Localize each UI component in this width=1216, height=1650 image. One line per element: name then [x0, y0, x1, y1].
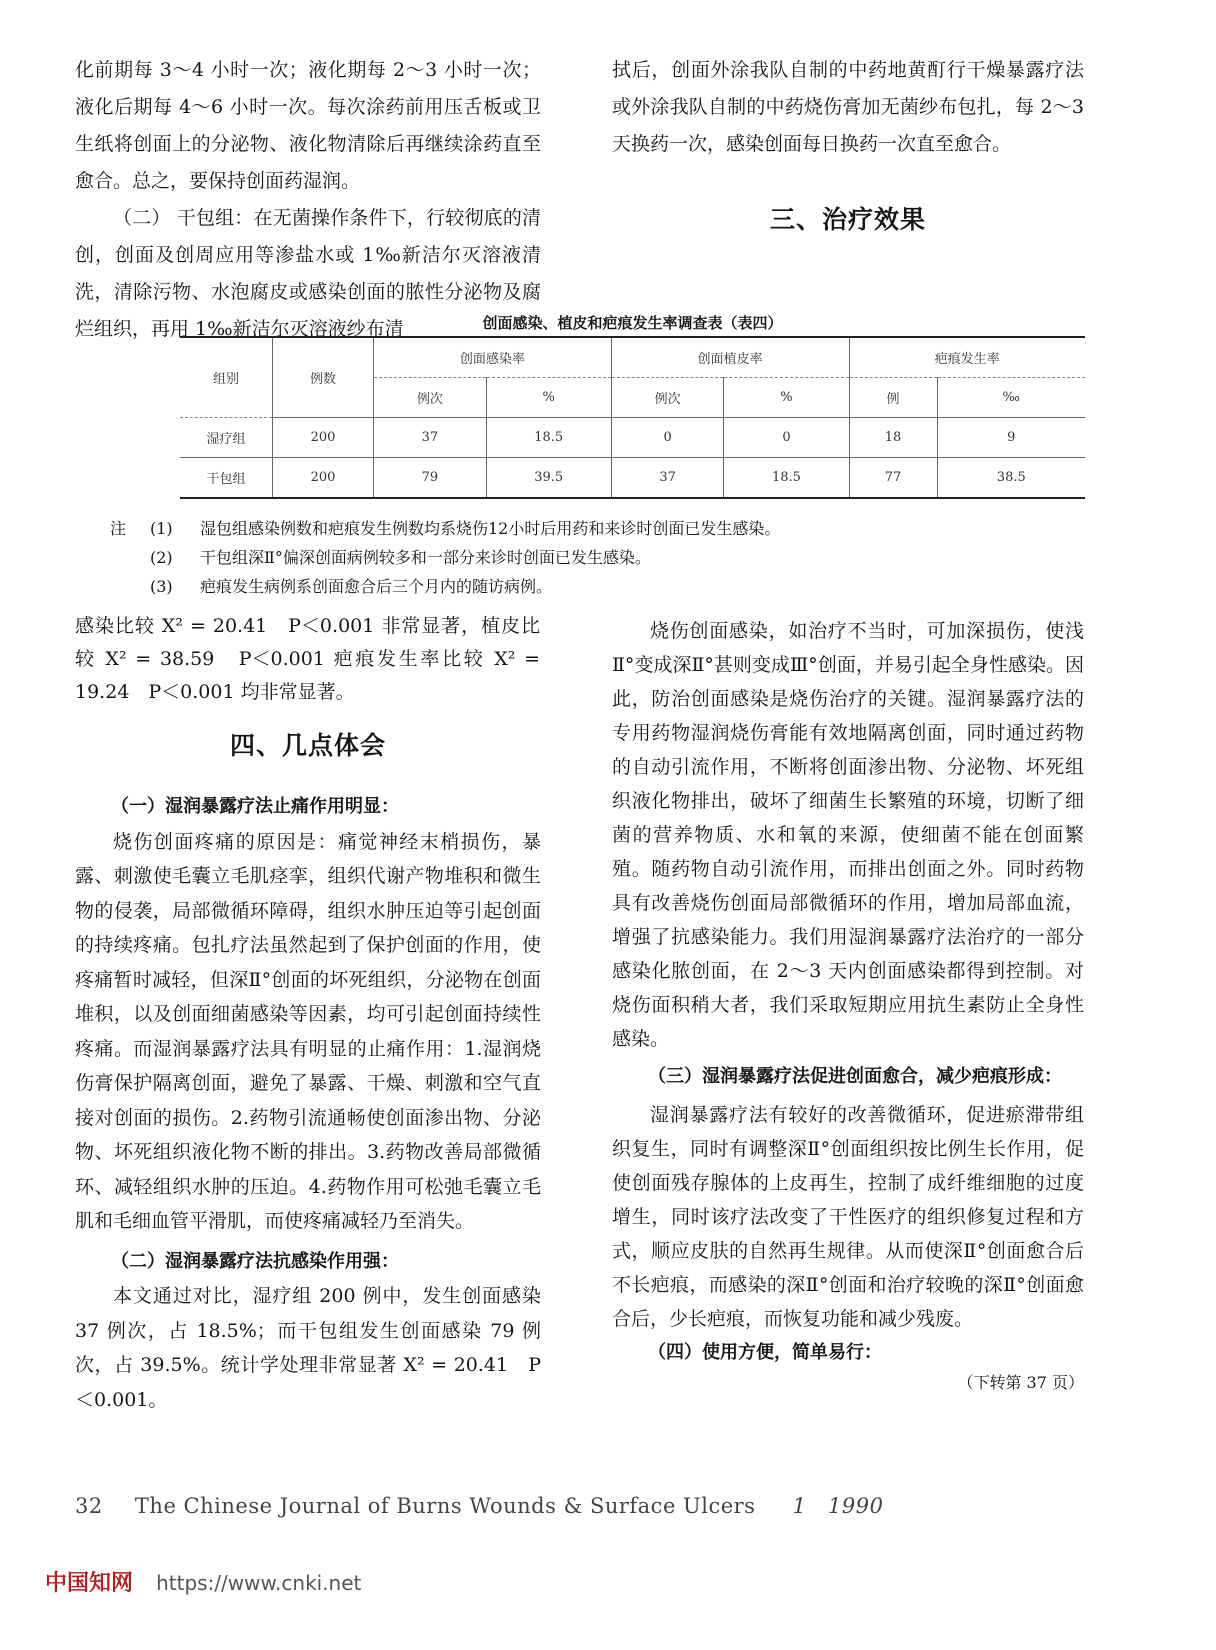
- body-paragraph: 化前期每 3～4 小时一次；液化期每 2～3 小时一次；液化后期每 4～6 小时一次。每次涂药前用压舌板或卫生纸将创面上的分泌物、液化物清除后再继续涂药直至愈合。总之，要保持创面药湿润。: [75, 59, 541, 192]
- body-paragraph: 烧伤创面疼痛的原因是：痛觉神经末梢损伤，暴露、刺激使毛囊立毛肌痉挛，组织代谢产物堆积和微生物的侵袭，局部微循环障碍，组织水肿压迫等引起创面的持续疼痛。包扎疗法虽然起到了保护创面的作用，使疼痛暂时减轻，但深Ⅱ°创面的坏死组织，分泌物在创面堆积，以及创面细菌感染等因素，均可引起创面持续性疼痛。而湿润暴露疗法具有明显的止痛作用：1.湿润烧伤膏保护隔离创面，避免了暴露、干燥、刺激和空气直接对创面的损伤。2.药物引流通畅使创面渗出物、分泌物、坏死组织液化物不断的排出。3.药物改善局部微循环、减轻组织水肿的压迫。4.药物作用可松弛毛囊立毛肌和毛细血管平滑肌，而使疼痛减轻乃至消失。: [75, 830, 541, 1232]
- table-header-graft: 创面植皮率: [611, 337, 849, 378]
- table-cell: 37: [374, 418, 487, 458]
- right-column-lower: [612, 614, 1084, 1396]
- note-text: 湿包组感染例数和疤痕发生例数均系烧伤12小时后用药和来诊时创面已发生感染。: [200, 519, 781, 538]
- body-paragraph: 湿润暴露疗法有较好的改善微循环，促进瘀滞带组织复生，同时有调整深Ⅱ°创面组织按比例生长作用，促使创面残存腺体的上皮再生，控制了成纤维细胞的过度增生，同时该疗法改变了干性医疗的组织修复过程和方式，顺应皮肤的自然再生规律。从而使深Ⅱ°创面愈合后不长疤痕，而感染的深Ⅱ°创面和治疗较晚的深Ⅱ°创面愈合后，少长疤痕，而恢复功能和减少残废。: [612, 1104, 1084, 1330]
- page-number: 32: [75, 1494, 103, 1518]
- table-row: [180, 458, 1085, 499]
- table-header-scar: 疤痕发生率: [849, 337, 1085, 378]
- table-notes: [110, 514, 1110, 601]
- table-subheader: 例次: [611, 378, 724, 418]
- note-text: 疤痕发生病例系创面愈合后三个月内的随访病例。: [200, 577, 553, 596]
- note-item: [110, 543, 1110, 572]
- journal-name: The Chinese Journal of Burns Wounds & Surface Ulcers: [134, 1494, 756, 1518]
- table-header-infection: 创面感染率: [374, 337, 612, 378]
- right-column-top: [612, 52, 1084, 163]
- table-cell: 77: [849, 458, 937, 499]
- table-header-count: 例数: [273, 337, 374, 418]
- chi-square-summary: 感染比较 X² = 20.41 P＜0.001 非常显著，植皮比较 X² = 38.59 P＜0.001 疤痕发生率比较 X² = 19.24 P＜0.001 均非常显著。: [75, 615, 540, 703]
- left-column-top: [75, 52, 541, 348]
- table-subheader: 例次: [374, 378, 487, 418]
- note-number: (3): [150, 577, 173, 596]
- table-header-group: 组别: [212, 372, 239, 387]
- page-footer: [75, 1490, 883, 1520]
- note-label: 注: [110, 519, 127, 538]
- table-cell: 200: [273, 458, 374, 499]
- section-title: 四、几点体会: [229, 731, 386, 760]
- table-cell: 18.5: [724, 458, 849, 499]
- table-caption: 创面感染、植皮和疤痕发生率调查表（表四）: [482, 314, 783, 332]
- note-number: (2): [150, 548, 173, 567]
- note-number: (1): [150, 519, 173, 538]
- watermark-url[interactable]: https://www.cnki.net: [156, 1571, 362, 1595]
- table-cell: 38.5: [937, 458, 1085, 499]
- cnki-watermark: [45, 1566, 361, 1597]
- left-column-lower: [75, 790, 541, 1417]
- note-item: [110, 514, 1110, 543]
- results-table: [180, 310, 1085, 499]
- table-cell: 湿疗组: [180, 418, 273, 458]
- body-paragraph: 拭后，创面外涂我队自制的中药地黄酊行干燥暴露疗法或外涂我队自制的中药烧伤膏加无菌纱布包扎，每 2～3 天换药一次，感染创面每日换药一次直至愈合。: [612, 59, 1084, 155]
- subsection-heading: （二）湿润暴露疗法抗感染作用强：: [111, 1250, 399, 1272]
- table-subheader: 例: [849, 378, 937, 418]
- table-cell: 18: [849, 418, 937, 458]
- table-subheader: %: [724, 378, 849, 418]
- table-cell: 39.5: [486, 458, 611, 499]
- subsection-heading: （一）湿润暴露疗法止痛作用明显：: [111, 796, 399, 817]
- body-paragraph: 烧伤创面感染，如治疗不当时，可加深损伤，使浅Ⅱ°变成深Ⅱ°甚则变成Ⅲ°创面，并易引起全身性感染。因此，防治创面感染是烧伤治疗的关键。湿润暴露疗法的专用药物湿润烧伤膏能有效地隔离创面，同时通过药物的自动引流作用，不断将创面渗出物、分泌物、坏死组织液化物排出，破坏了细菌生长繁殖的环境，切断了细菌的营养物质、水和氧的来源，使细菌不能在创面繁殖。随药物自动引流作用，而排出创面之外。同时药物具有改善烧伤创面局部微循环的作用，增加局部血流，增强了抗感染能力。我们用湿润暴露疗法治疗的一部分感染化脓创面，在 2～3 天内创面感染都得到控制。对烧伤面积稍大者，我们采取短期应用抗生素防止全身性感染。: [612, 620, 1084, 1050]
- table-cell: 18.5: [486, 418, 611, 458]
- subsection-heading: （三）湿润暴露疗法促进创面愈合，减少疤痕形成：: [648, 1066, 1062, 1087]
- continued-note: （下转第 37 页）: [957, 1373, 1084, 1392]
- table-cell: 200: [273, 418, 374, 458]
- table-cell: 0: [611, 418, 724, 458]
- section-title: 三、治疗效果: [769, 205, 926, 234]
- note-text: 干包组深Ⅱ°偏深创面病例较多和一部分来诊时创面已发生感染。: [200, 548, 651, 567]
- table-subheader: ‰: [937, 378, 1085, 418]
- table-cell: 9: [937, 418, 1085, 458]
- subsection-heading: （四）使用方便，简单易行：: [648, 1342, 882, 1363]
- table-cell: 79: [374, 458, 487, 499]
- body-paragraph: （二） 干包组：在无菌操作条件下，行较彻底的清创，创面及创周应用等渗盐水或 1‰新洁尔灭溶液清洗，清除污物、水泡腐皮或感染创面的脓性分泌物及腐烂组织，再用 1‰新洁尔灭溶液纱布清: [75, 207, 541, 340]
- table-cell: 37: [611, 458, 724, 499]
- table-row: [180, 418, 1085, 458]
- body-paragraph: 本文通过对比，湿疗组 200 例中，发生创面感染 37 例次，占 18.5%；而干包组发生创面感染 79 例次，占 39.5%。统计学处理非常显著 X² = 20.41 P＜0.001。: [75, 1285, 541, 1411]
- note-item: [110, 572, 1110, 601]
- table-cell: 干包组: [180, 458, 273, 499]
- issue-info: 1 1990: [792, 1494, 884, 1518]
- table-cell: 0: [724, 418, 849, 458]
- watermark-brand: 中国知网: [45, 1571, 134, 1596]
- table-subheader: %: [486, 378, 611, 418]
